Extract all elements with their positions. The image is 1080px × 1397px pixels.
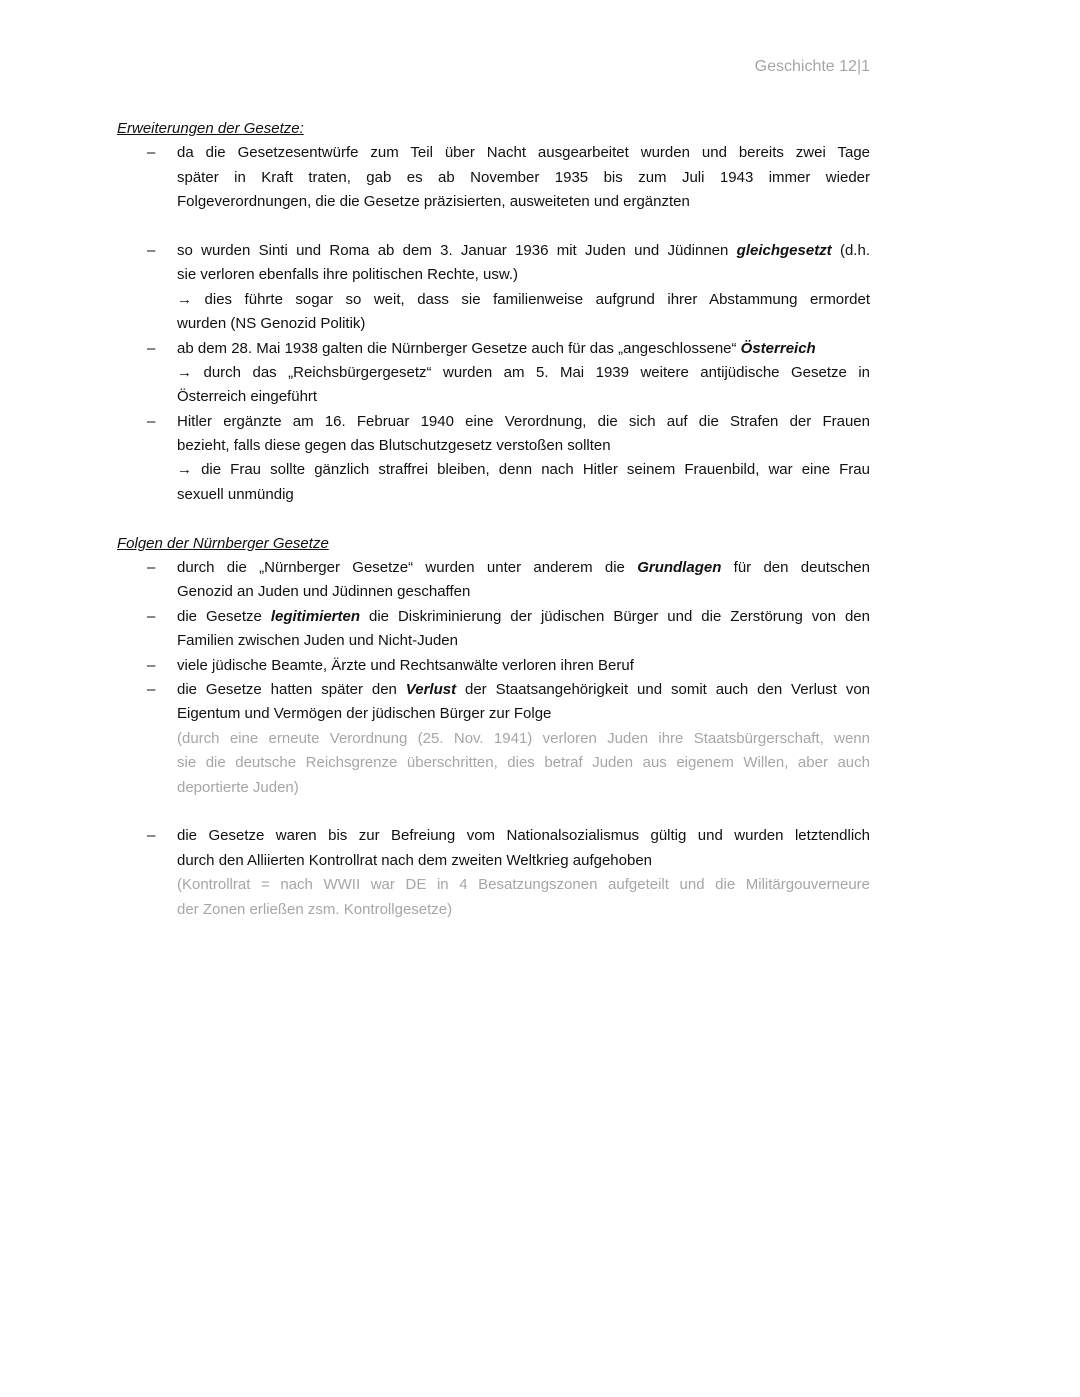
text-line bbox=[177, 458, 870, 482]
text-line bbox=[177, 141, 870, 165]
bullet-dash: – bbox=[147, 559, 156, 577]
list-item bbox=[117, 337, 870, 410]
text-segment: (Kontrollrat = nach WWII war DE in 4 Besatzungszonen aufgeteilt und die Militärgouverneure bbox=[177, 876, 870, 894]
text-line bbox=[177, 702, 870, 726]
text-line bbox=[177, 361, 870, 385]
text-line bbox=[177, 629, 870, 653]
text-segment: durch die „Nürnberger Gesetze“ wurden unter anderem die bbox=[177, 559, 638, 577]
emphasized-term: legitimierten bbox=[270, 607, 361, 625]
text-line bbox=[177, 824, 870, 848]
bullet-dash: – bbox=[147, 680, 156, 698]
text-segment: Genozid an Juden und Jüdinnen geschaffen bbox=[177, 583, 471, 601]
blank-line bbox=[117, 507, 870, 531]
emphasized-term: Verlust bbox=[405, 680, 457, 698]
text-segment: die Gesetze bbox=[177, 607, 271, 625]
text-line bbox=[177, 190, 870, 214]
bullet-dash: – bbox=[147, 144, 156, 162]
emphasized-term: gleichgesetzt bbox=[736, 241, 832, 259]
text-line bbox=[177, 239, 870, 263]
text-line bbox=[177, 605, 870, 629]
text-segment: die Gesetze hatten später den bbox=[177, 680, 406, 698]
text-segment: später in Kraft traten, gab es ab November 1935 bis zum Juli 1943 immer wieder bbox=[177, 168, 870, 186]
text-segment: viele jüdische Beamte, Ärzte und Rechtsanwälte verloren ihren Beruf bbox=[177, 656, 634, 674]
text-line bbox=[177, 556, 870, 580]
text-segment: da die Gesetzesentwürfe zum Teil über Nacht ausgearbeitet wurden und bereits zwei Tage bbox=[177, 144, 870, 162]
text-segment: → dies führte sogar so weit, dass sie familienweise aufgrund ihrer Abstammung ermordet bbox=[177, 290, 870, 308]
bullet-dash: – bbox=[147, 241, 156, 259]
text-segment: Österreich eingeführt bbox=[177, 388, 318, 406]
list-item bbox=[117, 654, 870, 678]
text-segment: (durch eine erneute Verordnung (25. Nov. 1941) verloren Juden ihre Staatsbürgerschaft, wenn bbox=[177, 729, 870, 747]
text-line bbox=[177, 654, 870, 678]
text-line bbox=[177, 678, 870, 702]
text-segment: sie die deutsche Reichsgrenze überschritten, dies betraf Juden aus eigenem Willen, aber auch bbox=[177, 754, 870, 772]
list-item bbox=[117, 410, 870, 508]
note-line bbox=[177, 873, 870, 897]
note-line bbox=[177, 751, 870, 775]
list-item bbox=[117, 605, 870, 654]
text-segment: die Diskriminierung der jüdischen Bürger und die Zerstörung von den bbox=[360, 607, 870, 625]
bullet-dash: – bbox=[147, 339, 156, 357]
text-segment: für den deutschen bbox=[721, 559, 870, 577]
text-segment: deportierte Juden) bbox=[177, 778, 299, 796]
text-line bbox=[177, 337, 870, 361]
text-segment: (d.h. bbox=[831, 241, 870, 259]
text-line bbox=[177, 288, 870, 312]
list-item bbox=[117, 824, 870, 922]
text-segment: sexuell unmündig bbox=[177, 485, 294, 503]
list-item bbox=[117, 141, 870, 214]
note-line bbox=[177, 898, 870, 922]
bullet-dash: – bbox=[147, 607, 156, 625]
note-line bbox=[177, 727, 870, 751]
text-line bbox=[177, 483, 870, 507]
text-line bbox=[177, 263, 870, 287]
blank-line bbox=[117, 215, 870, 239]
bullet-dash: – bbox=[147, 827, 156, 845]
text-segment: Folgeverordnungen, die die Gesetze präzisierten, ausweiteten und ergänzten bbox=[177, 193, 690, 211]
note-line bbox=[177, 776, 870, 800]
emphasized-term: Österreich bbox=[740, 339, 816, 357]
text-segment: so wurden Sinti und Roma ab dem 3. Januar 1936 mit Juden und Jüdinnen bbox=[177, 241, 737, 259]
section-heading: Erweiterungen der Gesetze: bbox=[117, 120, 304, 137]
text-segment: der Staatsangehörigkeit und somit auch den Verlust von bbox=[456, 680, 870, 698]
document-body bbox=[117, 117, 870, 922]
text-segment: Familien zwischen Juden und Nicht-Juden bbox=[177, 632, 458, 650]
text-segment: → durch das „Reichsbürgergesetz“ wurden am 5. Mai 1939 weitere antijüdische Gesetze in bbox=[177, 363, 870, 381]
text-line bbox=[177, 580, 870, 604]
section-heading: Folgen der Nürnberger Gesetze bbox=[117, 534, 329, 552]
text-line bbox=[177, 166, 870, 190]
text-segment: der Zonen erließen zsm. Kontrollgesetze) bbox=[177, 900, 453, 918]
text-line bbox=[177, 385, 870, 409]
text-segment: → die Frau sollte gänzlich straffrei bleiben, denn nach Hitler seinem Frauenbild, war eine Frau bbox=[177, 461, 870, 479]
text-segment: durch den Alliierten Kontrollrat nach dem zweiten Weltkrieg aufgehoben bbox=[177, 851, 653, 869]
bullet-dash: – bbox=[147, 412, 156, 430]
text-segment: bezieht, falls diese gegen das Blutschutzgesetz verstoßen sollten bbox=[177, 437, 611, 455]
list-item bbox=[117, 678, 870, 800]
list-item bbox=[117, 239, 870, 337]
page-header: Geschichte 12|1 bbox=[754, 58, 870, 75]
text-line bbox=[177, 434, 870, 458]
text-segment: wurden (NS Genozid Politik) bbox=[177, 315, 366, 333]
bullet-dash: – bbox=[147, 656, 156, 674]
text-segment: die Gesetze waren bis zur Befreiung vom Nationalsozialismus gültig und wurden letztendlich bbox=[177, 827, 870, 845]
text-line bbox=[177, 312, 870, 336]
emphasized-term: Grundlagen bbox=[637, 559, 722, 577]
list-item bbox=[117, 556, 870, 605]
blank-line bbox=[117, 800, 870, 824]
text-line bbox=[177, 849, 870, 873]
text-segment: ab dem 28. Mai 1938 galten die Nürnberger Gesetze auch für das „angeschlossene“ bbox=[177, 339, 741, 357]
text-segment: Hitler ergänzte am 16. Februar 1940 eine Verordnung, die sich auf die Strafen der Frauen bbox=[177, 412, 870, 430]
text-line bbox=[177, 410, 870, 434]
text-segment: Eigentum und Vermögen der jüdischen Bürger zur Folge bbox=[177, 705, 552, 723]
text-segment: sie verloren ebenfalls ihre politischen Rechte, usw.) bbox=[177, 266, 519, 284]
